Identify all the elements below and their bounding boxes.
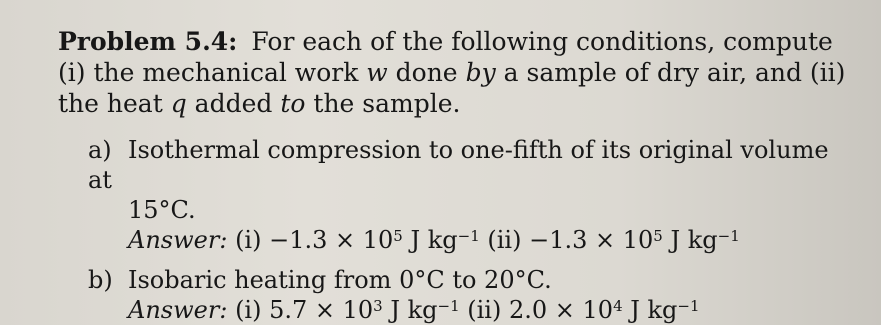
part-condition: Isothermal compression to one-fifth of its original volume at (88, 136, 829, 194)
unit-exponent: −1 (717, 227, 740, 245)
problem-text: the sample. (313, 89, 461, 118)
exponent: 5 (653, 227, 663, 245)
problem-parts (58, 135, 841, 325)
problem-text: a sample of dry air, and (ii) the heat (58, 58, 846, 118)
part-condition: Isobaric heating from 0°C to 20°C. (128, 266, 552, 294)
part-letter: b) (88, 266, 113, 294)
heat-variable: q (170, 89, 187, 118)
unit-exponent: −1 (437, 297, 460, 315)
unit: J kg (662, 226, 718, 254)
part-letter: a) (88, 136, 112, 164)
answer-heat: (ii) 2.0 × 10 (459, 296, 614, 324)
exponent: 5 (393, 227, 403, 245)
answer-work: (i) 5.7 × 10 (235, 296, 374, 324)
problem-label: Problem 5.4: (58, 27, 238, 56)
part-b (88, 265, 841, 325)
answer-heat: (ii) −1.3 × 10 (479, 226, 654, 254)
answer-line (88, 295, 841, 325)
part-a (88, 135, 841, 255)
unit: J kg (402, 226, 458, 254)
emphasis-by: by (465, 58, 496, 87)
unit: J kg (622, 296, 678, 324)
answer-line (88, 225, 841, 255)
exponent: 3 (373, 297, 383, 315)
emphasis-to: to (280, 89, 306, 118)
answer-label: Answer: (128, 296, 228, 324)
problem-text: For each of the following conditions, compute (i) the mechanical work (58, 27, 833, 87)
problem-text: added (194, 89, 273, 118)
unit-exponent: −1 (457, 227, 480, 245)
work-variable: w (366, 58, 388, 87)
exponent: 4 (613, 297, 623, 315)
answer-work: (i) −1.3 × 10 (235, 226, 394, 254)
unit-exponent: −1 (677, 297, 700, 315)
answer-label: Answer: (128, 226, 228, 254)
part-condition-continued: 15°C. (128, 196, 196, 224)
unit: J kg (382, 296, 438, 324)
problem-statement (58, 26, 848, 119)
problem-text: done (395, 58, 458, 87)
